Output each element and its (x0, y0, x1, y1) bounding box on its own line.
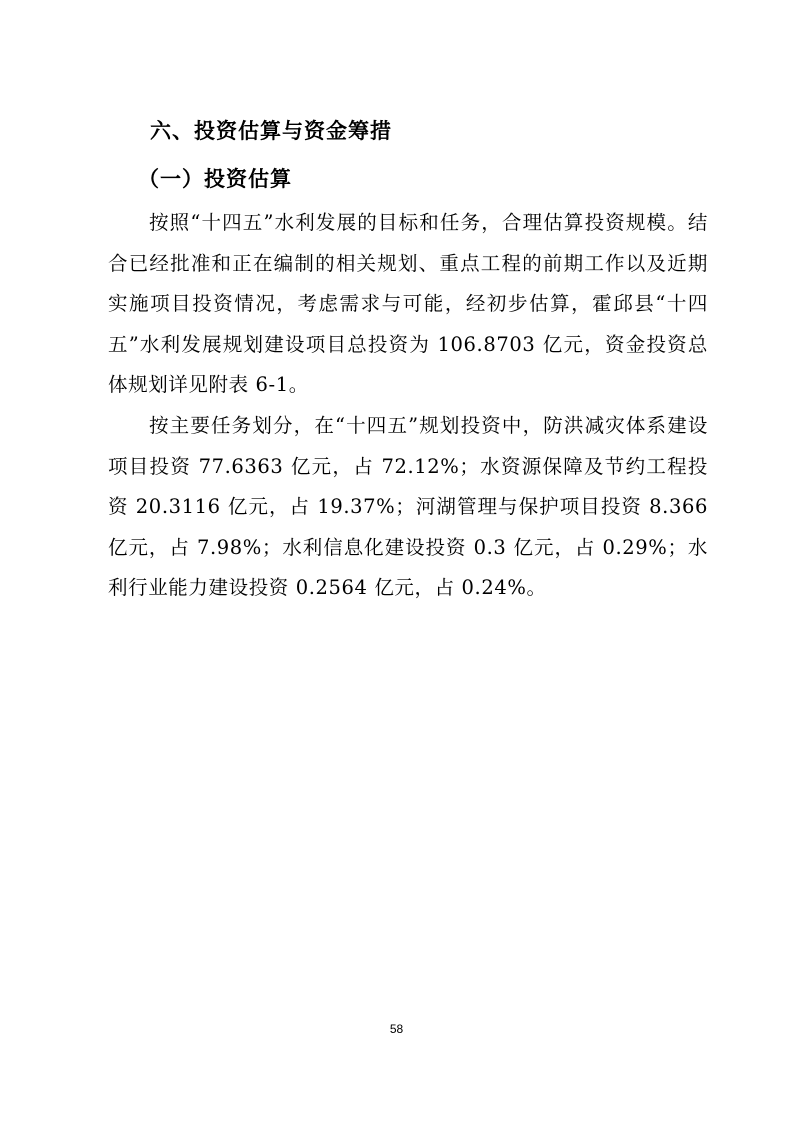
section-heading: 六、投资估算与资金筹措 (150, 119, 392, 143)
subsection-heading: （一）投资估算 (138, 167, 292, 191)
page-number: 58 (389, 1022, 404, 1036)
paragraph-investment-breakdown: 按主要任务划分，在“十四五”规划投资中，防洪减灾体系建设项目投资 77.6363 亿元，占 72.12%；水资源保障及节约工程投资 20.3116 亿元，占 19.37%；河湖管理与保护项目投资 8.366 亿元，占 7.98%；水利信息化建设投资 0.3 亿元，占 0.29%；水利行业能力建设投资 0.2564 亿元，占 0.24%。 (108, 414, 708, 599)
paragraph-investment-estimate: 按照“十四五”水利发展的目标和任务，合理估算投资规模。结合已经批准和正在编制的相关规划、重点工程的前期工作以及近期实施项目投资情况，考虑需求与可能，经初步估算，霍邱县“十四五”水利发展规划建设项目总投资为 106.8703 亿元，资金投资总体规划详见附表 6-1。 (108, 211, 708, 396)
